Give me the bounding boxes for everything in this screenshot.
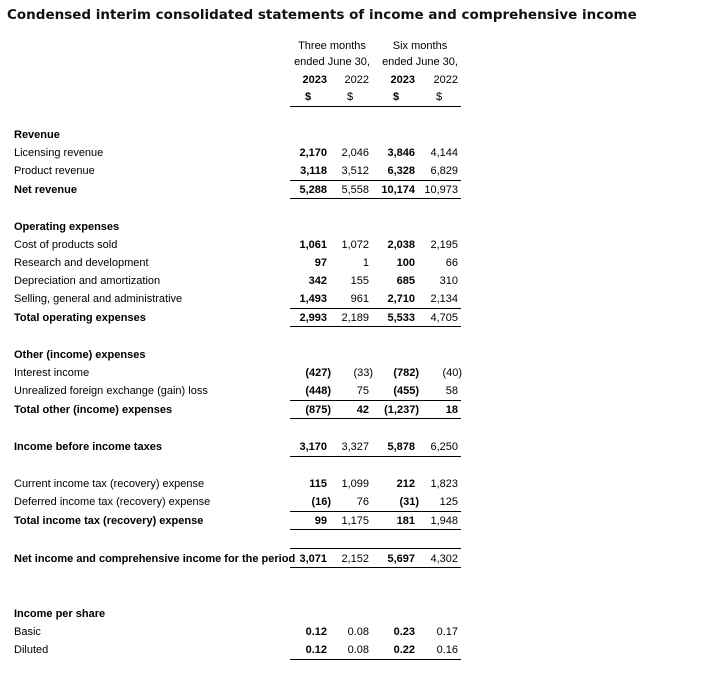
row-label: Product revenue xyxy=(14,165,95,177)
total-row-operating-expenses xyxy=(0,309,707,327)
cell-6m-2022: 18 xyxy=(445,404,458,416)
cell-6m-2022: 6,829 xyxy=(430,165,458,177)
year-6m-2022: 2022 xyxy=(433,74,458,86)
cell-6m-2022: 4,302 xyxy=(430,553,458,565)
total-row-net-revenue xyxy=(0,181,707,199)
cell-6m-2023: 2,710 xyxy=(387,293,415,305)
cell-3m-2023: 0.12 xyxy=(305,626,327,638)
cell-6m-2023: 5,533 xyxy=(387,312,415,324)
cell-3m-2023: 1,493 xyxy=(299,293,327,305)
row-label: Depreciation and amortization xyxy=(14,275,161,287)
cell-3m-2022: 1,099 xyxy=(341,478,369,490)
cell-6m-2022: 4,144 xyxy=(430,147,458,159)
row-label: Research and development xyxy=(14,257,149,269)
year-3m-2022: 2022 xyxy=(344,74,369,86)
cell-3m-2023: (16) xyxy=(311,496,331,508)
cell-6m-2023: 10,174 xyxy=(381,184,415,196)
cell-6m-2022: 0.16 xyxy=(436,644,458,656)
cell-3m-2022: 75 xyxy=(356,385,369,397)
currency-6m-2023: $ xyxy=(393,91,400,103)
cell-3m-2022: 961 xyxy=(350,293,369,305)
row-label: Income per share xyxy=(14,608,106,620)
cell-6m-2022: 6,250 xyxy=(430,441,458,453)
cell-6m-2022: 310 xyxy=(439,275,458,287)
cell-3m-2023: (448) xyxy=(305,385,331,397)
cell-3m-2022: 0.08 xyxy=(347,644,369,656)
header-line1: Three months xyxy=(298,40,366,52)
cell-6m-2023: 2,038 xyxy=(387,239,415,251)
row-label: Selling, general and administrative xyxy=(14,293,183,305)
section-heading-eps xyxy=(0,605,707,623)
total-rule xyxy=(290,456,461,457)
cell-3m-2023: 5,288 xyxy=(299,184,327,196)
cell-3m-2022: 3,327 xyxy=(341,441,369,453)
cell-6m-2023: (782) xyxy=(393,367,419,379)
cell-6m-2022: 66 xyxy=(445,257,458,269)
header-rule xyxy=(290,106,461,107)
cell-6m-2022: 0.17 xyxy=(436,626,458,638)
header-line1: Six months xyxy=(392,40,448,52)
cell-6m-2023: 181 xyxy=(396,515,415,527)
total-rule xyxy=(290,198,461,199)
table-row xyxy=(0,493,707,511)
row-label: Other (income) expenses xyxy=(14,349,146,361)
cell-6m-2022: 1,823 xyxy=(430,478,458,490)
cell-6m-2023: 6,328 xyxy=(387,165,415,177)
cell-3m-2022: 1,175 xyxy=(341,515,369,527)
cell-3m-2022: 3,512 xyxy=(341,165,369,177)
cell-6m-2022: 1,948 xyxy=(430,515,458,527)
cell-3m-2023: 2,170 xyxy=(299,147,327,159)
table-row xyxy=(0,162,707,180)
table-row xyxy=(0,475,707,493)
net-income-top-rule xyxy=(290,548,461,549)
table-row xyxy=(0,272,707,290)
row-label: Interest income xyxy=(14,367,90,379)
cell-3m-2022: 1,072 xyxy=(341,239,369,251)
header-currency-row xyxy=(0,88,707,106)
cell-3m-2023: 99 xyxy=(314,515,327,527)
total-rule xyxy=(290,418,461,419)
cell-3m-2022: 76 xyxy=(356,496,369,508)
row-label: Operating expenses xyxy=(14,221,120,233)
cell-3m-2022: 42 xyxy=(356,404,369,416)
row-label: Total operating expenses xyxy=(14,312,146,324)
cell-3m-2023: 97 xyxy=(314,257,327,269)
cell-6m-2022: 2,134 xyxy=(430,293,458,305)
cell-3m-2023: (427) xyxy=(305,367,331,379)
section-heading-other xyxy=(0,346,707,364)
header-six-months xyxy=(380,38,460,70)
header-line2: ended June 30, xyxy=(294,56,370,68)
total-rule xyxy=(290,659,461,660)
row-label: Unrealized foreign exchange (gain) loss xyxy=(14,385,208,397)
cell-3m-2022: 0.08 xyxy=(347,626,369,638)
cell-6m-2023: 0.23 xyxy=(393,626,415,638)
cell-3m-2022: 155 xyxy=(350,275,369,287)
table-row xyxy=(0,254,707,272)
cell-6m-2023: (455) xyxy=(393,385,419,397)
cell-3m-2022: 1 xyxy=(362,257,369,269)
cell-3m-2023: (875) xyxy=(305,404,331,416)
cell-3m-2022: 2,189 xyxy=(341,312,369,324)
total-row-income-before-taxes xyxy=(0,438,707,456)
currency-3m-2023: $ xyxy=(305,91,312,103)
statement-title: Condensed interim consolidated statements of income and comprehensive income xyxy=(7,7,637,23)
header-line2: ended June 30, xyxy=(382,56,458,68)
cell-3m-2022: 2,046 xyxy=(341,147,369,159)
currency-6m-2022: $ xyxy=(436,91,443,103)
total-rule xyxy=(290,326,461,327)
total-row-other xyxy=(0,401,707,419)
cell-6m-2023: 685 xyxy=(396,275,415,287)
year-6m-2023: 2023 xyxy=(390,74,415,86)
cell-6m-2023: 5,697 xyxy=(387,553,415,565)
row-label: Net revenue xyxy=(14,184,77,196)
row-label: Total other (income) expenses xyxy=(14,404,173,416)
row-label: Current income tax (recovery) expense xyxy=(14,478,205,490)
table-row xyxy=(0,144,707,162)
cell-3m-2023: 3,071 xyxy=(299,553,327,565)
cell-3m-2023: 0.12 xyxy=(305,644,327,656)
row-label: Diluted xyxy=(14,644,49,656)
cell-6m-2022: 10,973 xyxy=(424,184,458,196)
cell-6m-2023: (1,237) xyxy=(384,404,419,416)
header-three-months xyxy=(292,38,372,70)
total-row-income-tax xyxy=(0,512,707,530)
row-label: Total income tax (recovery) expense xyxy=(14,515,204,527)
table-row xyxy=(0,382,707,400)
cell-6m-2023: 3,846 xyxy=(387,147,415,159)
cell-6m-2022: 58 xyxy=(445,385,458,397)
cell-3m-2022: 5,558 xyxy=(341,184,369,196)
total-row-net-income xyxy=(0,550,707,568)
cell-6m-2023: (31) xyxy=(399,496,419,508)
cell-6m-2023: 0.22 xyxy=(393,644,415,656)
cell-3m-2022: 2,152 xyxy=(341,553,369,565)
cell-3m-2023: 3,170 xyxy=(299,441,327,453)
table-row xyxy=(0,623,707,641)
cell-3m-2022: (33) xyxy=(353,367,373,379)
row-label: Deferred income tax (recovery) expense xyxy=(14,496,211,508)
header-years-row xyxy=(0,71,707,89)
table-row xyxy=(0,290,707,308)
year-3m-2023: 2023 xyxy=(302,74,327,86)
cell-3m-2023: 342 xyxy=(308,275,327,287)
cell-3m-2023: 115 xyxy=(309,478,327,490)
row-label: Basic xyxy=(14,626,41,638)
cell-6m-2022: 2,195 xyxy=(430,239,458,251)
cell-6m-2023: 100 xyxy=(396,257,415,269)
row-label: Cost of products sold xyxy=(14,239,118,251)
total-rule xyxy=(290,529,461,530)
cell-6m-2022: (40) xyxy=(442,367,462,379)
table-row xyxy=(0,641,707,659)
row-label: Licensing revenue xyxy=(14,147,104,159)
cell-3m-2023: 3,118 xyxy=(300,165,327,177)
cell-3m-2023: 2,993 xyxy=(299,312,327,324)
section-heading-revenue xyxy=(0,126,707,144)
section-heading-operating-expenses xyxy=(0,218,707,236)
cell-6m-2022: 4,705 xyxy=(430,312,458,324)
table-row xyxy=(0,236,707,254)
table-row xyxy=(0,364,707,382)
cell-6m-2022: 125 xyxy=(439,496,458,508)
row-label: Net income and comprehensive income for the period xyxy=(14,553,296,565)
currency-3m-2022: $ xyxy=(347,91,354,103)
cell-6m-2023: 212 xyxy=(396,478,415,490)
cell-3m-2023: 1,061 xyxy=(299,239,327,251)
row-label: Revenue xyxy=(14,129,60,141)
cell-6m-2023: 5,878 xyxy=(387,441,415,453)
total-rule xyxy=(290,567,461,568)
row-label: Income before income taxes xyxy=(14,441,162,453)
